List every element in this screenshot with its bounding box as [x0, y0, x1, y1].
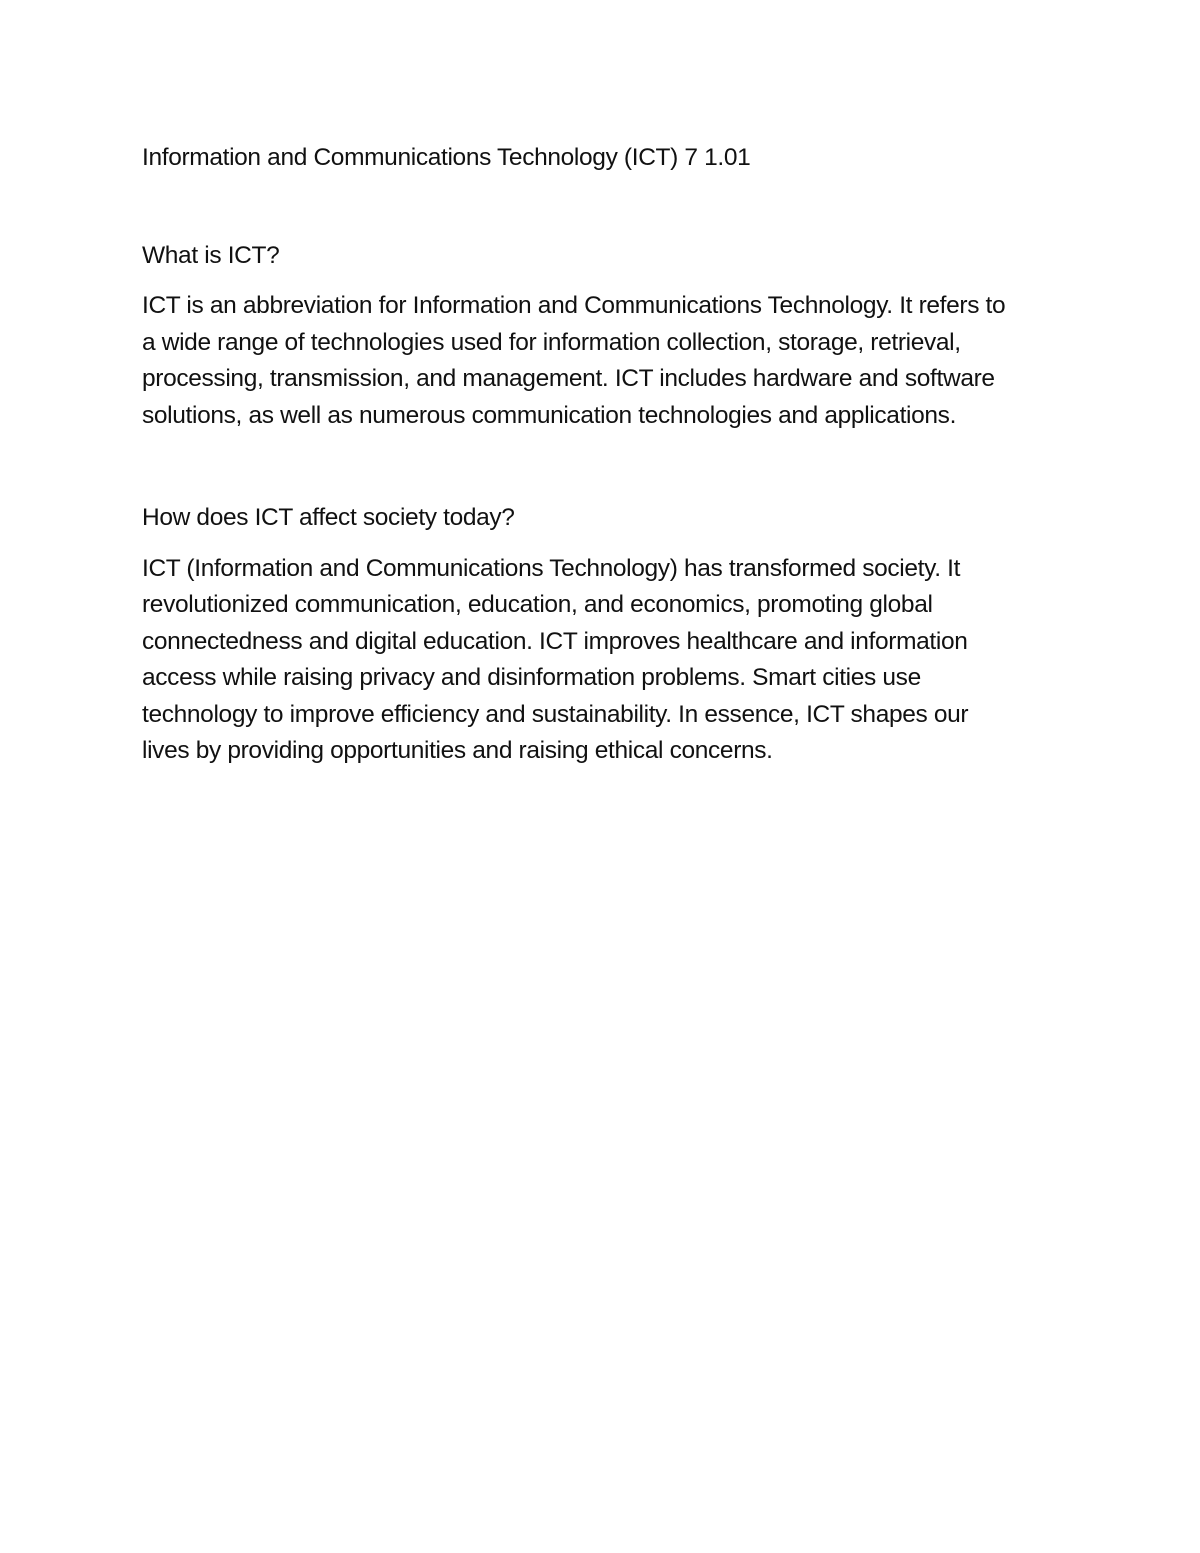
answer-ict-affect-society: [142, 551, 1072, 770]
paragraph-line: solutions, as well as numerous communication technologies and applications.: [142, 401, 957, 429]
answer-what-is-ict: [142, 288, 1072, 434]
paragraph-line: lives by providing opportunities and raising ethical concerns.: [142, 737, 773, 764]
question-ict-affect-society: How does ICT affect society today?: [142, 504, 515, 531]
paragraph-line: connectedness and digital education. ICT improves healthcare and information: [142, 627, 968, 655]
paragraph-line: access while raising privacy and disinformation problems. Smart cities use: [142, 664, 921, 691]
question-what-is-ict: What is ICT?: [142, 241, 280, 269]
paragraph-line: revolutionized communication, education, and economics, promoting global: [142, 591, 933, 618]
document-body: [142, 140, 1072, 770]
paragraph-line: a wide range of technologies used for information collection, storage, retrieval,: [142, 328, 961, 356]
paragraph-line: ICT is an abbreviation for Information and Communications Technology. It refers to: [142, 292, 1006, 319]
paragraph-line: processing, transmission, and management. ICT includes hardware and software: [142, 365, 995, 392]
document-title: Information and Communications Technology (ICT) 7 1.01: [142, 144, 751, 171]
paragraph-line: ICT (Information and Communications Technology) has transformed society. It: [142, 554, 961, 582]
paragraph-line: technology to improve efficiency and sustainability. In essence, ICT shapes our: [142, 700, 969, 728]
